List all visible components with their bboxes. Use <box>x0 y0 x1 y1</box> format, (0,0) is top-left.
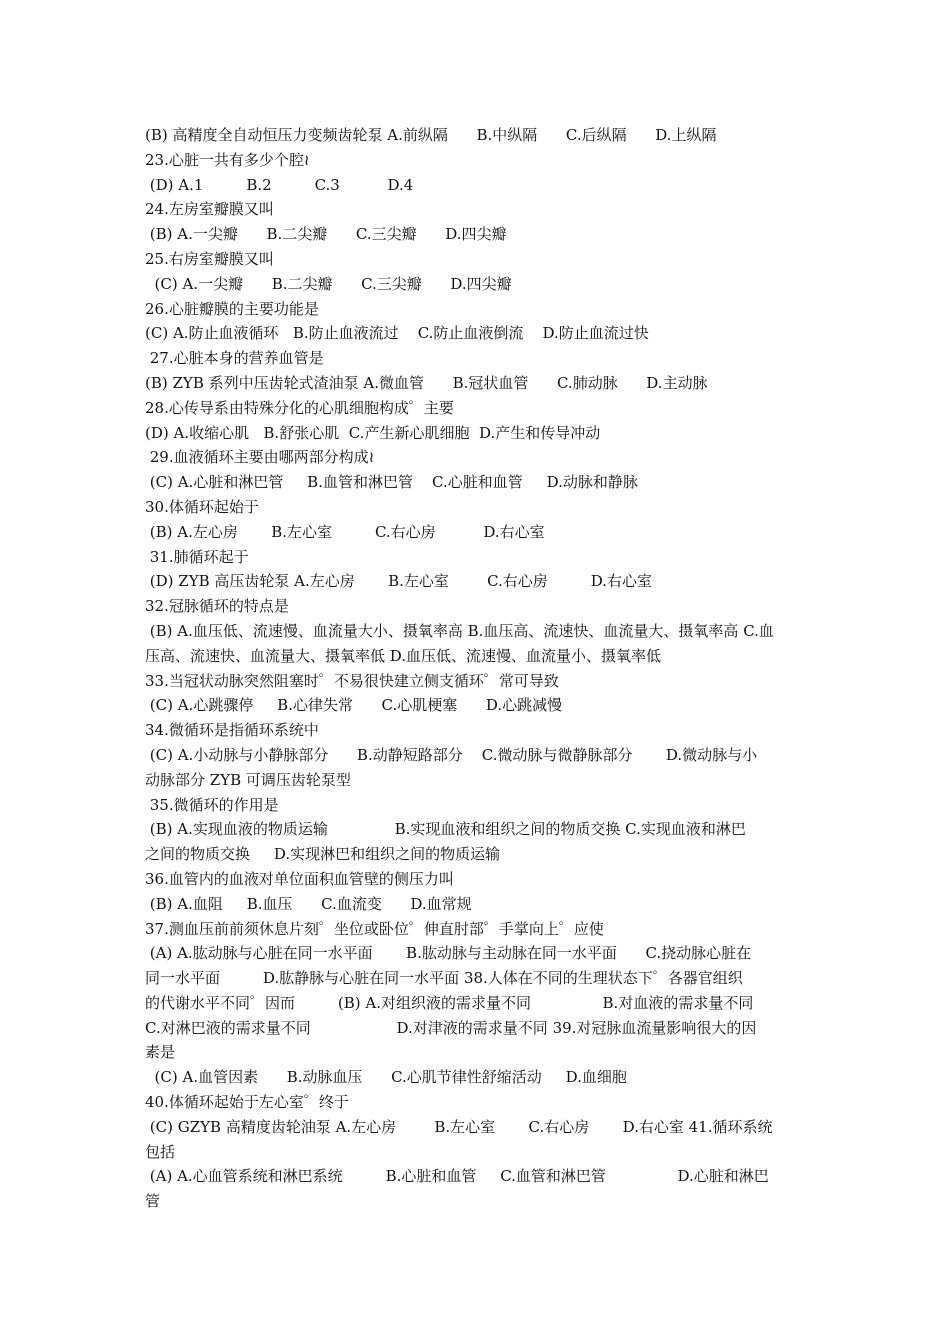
text-line: 32.冠脉循环的特点是 <box>145 597 289 616</box>
text-line: 26.心脏瓣膜的主要功能是 <box>145 299 319 318</box>
text-line: 36.血管内的血液对单位面积血管壁的侧压力叫 <box>145 869 454 888</box>
text-line: (B) A.血压低、流速慢、血流量大小、摄氧率高 B.血压高、流速快、血流量大、摄氧率高 C.血 <box>145 621 774 640</box>
text-line: 的代谢水平不同゜因而 (B) A.对组织液的需求量不同 B.对血液的需求量不同 <box>145 993 754 1012</box>
text-line: 压高、流速快、血流量大、摄氧率低 D.血压低、流速慢、血流量小、摄氧率低 <box>145 646 662 665</box>
text-line: 25.右房室瓣膜又叫 <box>145 249 274 268</box>
text-line: (A) A.心血管系统和淋巴系统 B.心脏和血管 C.血管和淋巴管 D.心脏和淋巴 <box>145 1167 769 1186</box>
text-line: 30.体循环起始于 <box>145 497 259 516</box>
text-line: 35.微循环的作用是 <box>145 795 279 814</box>
text-line: 同一水平面 D.肱静脉与心脏在同一水平面 38.人体在不同的生理状态下゜各器官组织 <box>145 969 743 988</box>
text-line: 动脉部分 ZYB 可调压齿轮泵型 <box>145 770 351 789</box>
text-line: 24.左房室瓣膜又叫 <box>145 200 274 219</box>
text-line: 23.心脏一共有多少个腔≀ <box>145 150 310 169</box>
text-line: 之间的物质交换 D.实现淋巴和组织之间的物质运输 <box>145 845 501 864</box>
text-line: 33.当冠状动脉突然阻塞时゜不易很快建立侧支循环゜常可导致 <box>145 671 559 690</box>
text-line: (B) A.实现血液的物质运输 B.实现血液和组织之间的物质交换 C.实现血液和淋巴 <box>145 820 746 839</box>
text-line: (B) A.左心房 B.左心室 C.右心房 D.右心室 <box>145 522 545 541</box>
text-line: (B) A.一尖瓣 B.二尖瓣 C.三尖瓣 D.四尖瓣 <box>145 225 507 244</box>
text-line: (C) A.一尖瓣 B.二尖瓣 C.三尖瓣 D.四尖瓣 <box>145 274 512 293</box>
text-line: (D) A.1 B.2 C.3 D.4 <box>145 175 414 194</box>
text-line: 40.体循环起始于左心室゜终于 <box>145 1093 349 1112</box>
text-line: (C) A.心脏和淋巴管 B.血管和淋巴管 C.心脏和血管 D.动脉和静脉 <box>145 473 638 492</box>
text-line: (B) ZYB 系列中压齿轮式渣油泵 A.微血管 B.冠状血管 C.肺动脉 D.主动脉 <box>145 373 708 392</box>
text-line: (C) A.心跳骤停 B.心律失常 C.心肌梗塞 D.心跳减慢 <box>145 696 563 715</box>
text-line: (D) A.收缩心肌 B.舒张心肌 C.产生新心肌细胞 D.产生和传导冲动 <box>145 423 601 442</box>
text-line: 34.微循环是指循环系统中 <box>145 721 319 740</box>
text-line: (C) A.小动脉与小静脉部分 B.动静短路部分 C.微动脉与微静脉部分 D.微动脉与小 <box>145 745 758 764</box>
text-line: 包括 <box>145 1142 176 1161</box>
text-line: 27.心脏本身的营养血管是 <box>145 349 324 368</box>
text-line: 37.测血压前前须休息片刻゜坐位或卧位゜伸直肘部゜手掌向上゜应使 <box>145 919 604 938</box>
text-line: (C) A.血管因素 B.动脉血压 C.心肌节律性舒缩活动 D.血细胞 <box>145 1068 627 1087</box>
text-line: 管 <box>145 1192 161 1211</box>
text-line: (C) A.防止血液循环 B.防止血液流过 C.防止血液倒流 D.防止血流过快 <box>145 324 649 343</box>
text-line: 29.血液循环主要由哪两部分构成≀ <box>145 448 375 467</box>
text-line: (B) A.血阻 B.血压 C.血流变 D.血常规 <box>145 894 472 913</box>
text-line: 28.心传导系由特殊分化的心肌细胞构成゜主要 <box>145 398 454 417</box>
text-line: C.对淋巴液的需求量不同 D.对津液的需求量不同 39.对冠脉血流量影响很大的因 <box>145 1018 757 1037</box>
document-body <box>145 123 813 1214</box>
text-line: (C) GZYB 高精度齿轮油泵 A.左心房 B.左心室 C.右心房 D.右心室 41.循环系统 <box>145 1117 773 1136</box>
text-line: 素是 <box>145 1043 176 1062</box>
text-line: (A) A.肱动脉与心脏在同一水平面 B.肱动脉与主动脉在同一水平面 C.挠动脉心脏在 <box>145 944 752 963</box>
text-line: 31.肺循环起于 <box>145 547 249 566</box>
text-line: (B) 高精度全自动恒压力变频齿轮泵 A.前纵隔 B.中纵隔 C.后纵隔 D.上纵隔 <box>145 126 717 144</box>
text-line: (D) ZYB 高压齿轮泵 A.左心房 B.左心室 C.右心房 D.右心室 <box>145 572 652 591</box>
